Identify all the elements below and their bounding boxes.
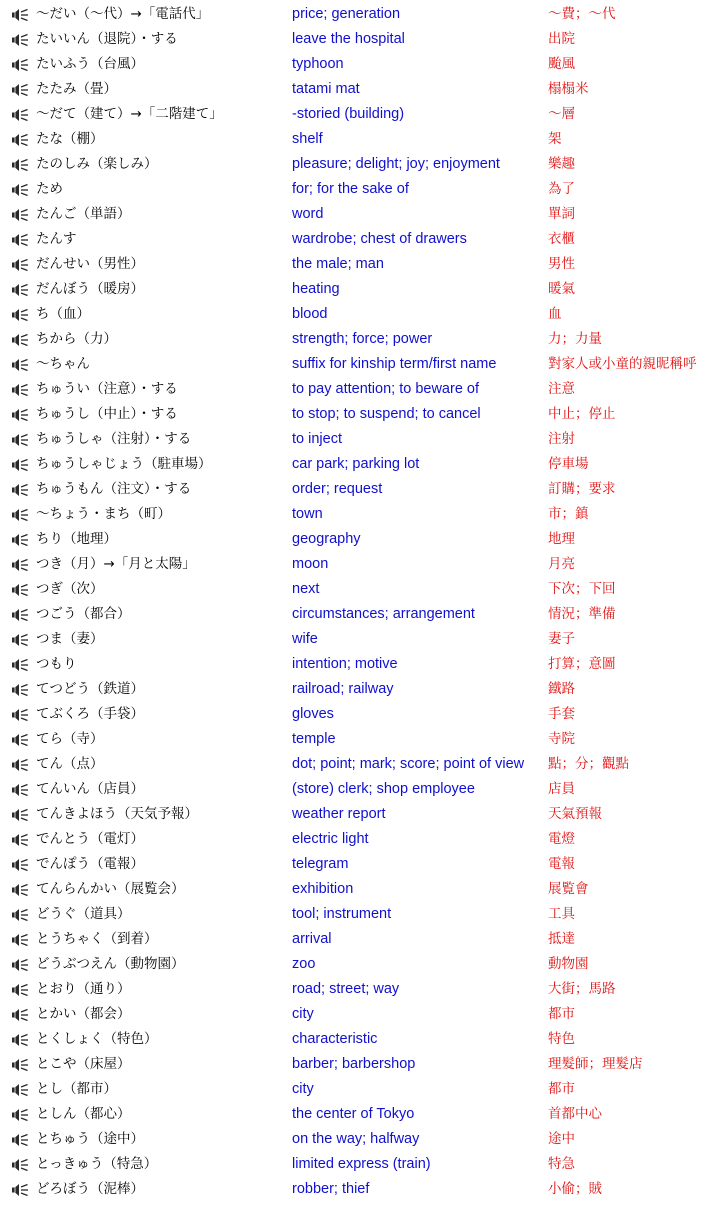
japanese-term: とかい（都会）	[36, 1006, 131, 1022]
vocab-row	[0, 177, 720, 202]
vocab-row	[0, 702, 720, 727]
chinese-meaning: 理髮師；理髮店	[548, 1056, 643, 1072]
speaker-icon[interactable]	[11, 908, 29, 922]
chinese-meaning: 中止；停止	[548, 406, 616, 422]
english-meaning: price; generation	[292, 6, 401, 22]
speaker-icon[interactable]	[11, 233, 29, 247]
vocab-row	[0, 627, 720, 652]
vocab-row	[0, 1102, 720, 1127]
japanese-term: ちゅうい（注意）・する	[36, 381, 178, 397]
chinese-meaning: 架	[548, 131, 562, 147]
vocab-row	[0, 1177, 720, 1202]
chinese-meaning: 點；分；觀點	[548, 756, 629, 772]
chinese-meaning: 停車場	[548, 456, 589, 472]
vocab-list	[0, 2, 720, 1202]
speaker-icon[interactable]	[11, 58, 29, 72]
vocab-row	[0, 402, 720, 427]
english-meaning: gloves	[292, 706, 334, 722]
japanese-term: とおり（通り）	[36, 981, 131, 997]
vocab-row	[0, 102, 720, 127]
speaker-icon[interactable]	[11, 383, 29, 397]
speaker-icon[interactable]	[11, 1108, 29, 1122]
chinese-meaning: 妻子	[548, 631, 575, 647]
speaker-icon[interactable]	[11, 458, 29, 472]
english-meaning: the male; man	[292, 256, 384, 272]
speaker-icon[interactable]	[11, 708, 29, 722]
chinese-meaning: 男性	[548, 256, 575, 272]
japanese-term: たな（棚）	[36, 131, 104, 147]
speaker-icon[interactable]	[11, 858, 29, 872]
vocab-row	[0, 477, 720, 502]
chinese-meaning: 動物園	[548, 956, 589, 972]
japanese-term: つもり	[36, 656, 77, 672]
vocab-row	[0, 777, 720, 802]
english-meaning: robber; thief	[292, 1181, 370, 1197]
speaker-icon[interactable]	[11, 308, 29, 322]
japanese-term: たたみ（畳）	[36, 81, 117, 97]
chinese-meaning: 天氣預報	[548, 806, 602, 822]
vocab-row	[0, 77, 720, 102]
vocab-row	[0, 752, 720, 777]
english-meaning: road; street; way	[292, 981, 400, 997]
chinese-meaning: 衣櫃	[548, 231, 575, 247]
vocab-row	[0, 802, 720, 827]
japanese-term: てんらんかい（展覧会）	[36, 881, 185, 897]
vocab-row	[0, 327, 720, 352]
english-meaning: barber; barbershop	[292, 1056, 416, 1072]
english-meaning: typhoon	[292, 56, 344, 72]
japanese-term: つき（月）→「月と太陽」	[36, 556, 196, 572]
chinese-meaning: 大街；馬路	[548, 981, 616, 997]
speaker-icon[interactable]	[11, 1083, 29, 1097]
speaker-icon[interactable]	[11, 258, 29, 272]
japanese-term: でんとう（電灯）	[36, 831, 144, 847]
japanese-term: どうぐ（道具）	[36, 906, 131, 922]
japanese-term: ち（血）	[36, 306, 90, 322]
japanese-term: てんきよほう（天気予報）	[36, 806, 198, 822]
english-meaning: to inject	[292, 431, 342, 447]
japanese-term: たいふう（台風）	[36, 56, 144, 72]
english-meaning: dot; point; mark; score; point of view	[292, 756, 525, 772]
chinese-meaning: 電燈	[548, 831, 575, 847]
japanese-term: つごう（都合）	[36, 606, 131, 622]
chinese-meaning: 電報	[548, 856, 575, 872]
english-meaning: weather report	[292, 806, 386, 822]
english-meaning: moon	[292, 556, 329, 572]
japanese-term: でんぽう（電報）	[36, 856, 144, 872]
vocab-row	[0, 227, 720, 252]
chinese-meaning: 注意	[548, 381, 575, 397]
speaker-icon[interactable]	[11, 608, 29, 622]
japanese-term: とちゅう（途中）	[36, 1131, 144, 1147]
vocab-row	[0, 1077, 720, 1102]
vocab-row	[0, 527, 720, 552]
japanese-term: つぎ（次）	[36, 581, 104, 597]
chinese-meaning: 展覧會	[548, 881, 589, 897]
english-meaning: geography	[292, 531, 361, 547]
speaker-icon[interactable]	[11, 1183, 29, 1197]
japanese-term: とうちゃく（到着）	[36, 931, 158, 947]
speaker-icon[interactable]	[11, 1033, 29, 1047]
english-meaning: wardrobe; chest of drawers	[292, 231, 467, 247]
english-meaning: city	[292, 1006, 314, 1022]
speaker-icon[interactable]	[11, 183, 29, 197]
speaker-icon[interactable]	[11, 808, 29, 822]
english-meaning: arrival	[292, 931, 332, 947]
english-meaning: shelf	[292, 131, 323, 147]
japanese-term: だんせい（男性）	[36, 256, 144, 272]
english-meaning: (store) clerk; shop employee	[292, 781, 475, 797]
japanese-term: ～ちゃん	[36, 356, 90, 372]
english-meaning: the center of Tokyo	[292, 1106, 415, 1122]
speaker-icon[interactable]	[11, 583, 29, 597]
english-meaning: railroad; railway	[292, 681, 394, 697]
chinese-meaning: 特急	[548, 1156, 575, 1172]
chinese-meaning: 打算；意圖	[548, 656, 616, 672]
japanese-term: ～だて（建て）→「二階建て」	[36, 106, 223, 122]
speaker-icon[interactable]	[11, 883, 29, 897]
japanese-term: てんいん（店員）	[36, 781, 144, 797]
chinese-meaning: 途中	[548, 1131, 575, 1147]
japanese-term: てぶくろ（手袋）	[36, 706, 144, 722]
chinese-meaning: 店員	[548, 781, 575, 797]
speaker-icon[interactable]	[11, 433, 29, 447]
vocab-row	[0, 1152, 720, 1177]
vocab-row	[0, 127, 720, 152]
japanese-term: ちり（地理）	[36, 531, 117, 547]
vocab-row	[0, 1052, 720, 1077]
speaker-icon[interactable]	[11, 1008, 29, 1022]
english-meaning: heating	[292, 281, 340, 297]
japanese-term: ちゅうしゃ（注射）・する	[36, 431, 192, 447]
chinese-meaning: 月亮	[548, 556, 575, 572]
speaker-icon[interactable]	[11, 408, 29, 422]
speaker-icon[interactable]	[11, 783, 29, 797]
speaker-icon[interactable]	[11, 983, 29, 997]
vocab-row	[0, 1027, 720, 1052]
japanese-term: たいいん（退院）・する	[36, 31, 178, 47]
english-meaning: blood	[292, 306, 328, 322]
chinese-meaning: 市；鎮	[548, 506, 589, 522]
japanese-term: とし（都市）	[36, 1081, 117, 1097]
speaker-icon[interactable]	[11, 283, 29, 297]
speaker-icon[interactable]	[11, 1158, 29, 1172]
chinese-meaning: 情況；準備	[548, 606, 616, 622]
english-meaning: tool; instrument	[292, 906, 392, 922]
chinese-meaning: 對家人或小童的親昵稱呼	[548, 356, 697, 372]
vocab-row	[0, 352, 720, 377]
japanese-term: つま（妻）	[36, 631, 104, 647]
english-meaning: for; for the sake of	[292, 181, 409, 197]
vocab-row	[0, 577, 720, 602]
vocab-row	[0, 27, 720, 52]
vocab-row	[0, 427, 720, 452]
speaker-icon[interactable]	[11, 558, 29, 572]
english-meaning: circumstances; arrangement	[292, 606, 475, 622]
vocab-row	[0, 502, 720, 527]
speaker-icon[interactable]	[11, 958, 29, 972]
speaker-icon[interactable]	[11, 333, 29, 347]
speaker-icon[interactable]	[11, 483, 29, 497]
vocab-row	[0, 202, 720, 227]
english-meaning: temple	[292, 731, 336, 747]
chinese-meaning: 下次；下回	[548, 581, 616, 597]
chinese-meaning: 颱風	[548, 56, 575, 72]
chinese-meaning: 暖氣	[548, 281, 575, 297]
vocab-row	[0, 827, 720, 852]
japanese-term: ちゅうし（中止）・する	[36, 406, 178, 422]
japanese-term: ため	[36, 181, 63, 197]
english-meaning: town	[292, 506, 323, 522]
vocab-row	[0, 877, 720, 902]
speaker-icon[interactable]	[11, 633, 29, 647]
vocab-row	[0, 552, 720, 577]
english-meaning: electric light	[292, 831, 369, 847]
english-meaning: limited express (train)	[292, 1156, 431, 1172]
chinese-meaning: 榻榻米	[548, 81, 589, 97]
japanese-term: たんす	[36, 231, 77, 247]
chinese-meaning: 血	[548, 306, 562, 322]
chinese-meaning: 單詞	[548, 206, 575, 222]
chinese-meaning: 地理	[548, 531, 575, 547]
japanese-term: とっきゅう（特急）	[36, 1156, 158, 1172]
speaker-icon[interactable]	[11, 683, 29, 697]
chinese-meaning: 樂趣	[548, 156, 575, 172]
vocab-row	[0, 977, 720, 1002]
english-meaning: intention; motive	[292, 656, 398, 672]
speaker-icon[interactable]	[11, 358, 29, 372]
speaker-icon[interactable]	[11, 658, 29, 672]
english-meaning: next	[292, 581, 320, 597]
english-meaning: order; request	[292, 481, 383, 497]
speaker-icon[interactable]	[11, 108, 29, 122]
chinese-meaning: 寺院	[548, 731, 575, 747]
chinese-meaning: 鐵路	[548, 681, 575, 697]
english-meaning: telegram	[292, 856, 349, 872]
english-meaning: characteristic	[292, 1031, 378, 1047]
vocab-row	[0, 927, 720, 952]
english-meaning: strength; force; power	[292, 331, 433, 347]
speaker-icon[interactable]	[11, 758, 29, 772]
vocab-row	[0, 277, 720, 302]
chinese-meaning: 抵達	[548, 931, 575, 947]
english-meaning: pleasure; delight; joy; enjoyment	[292, 156, 500, 172]
japanese-term: ちゅうしゃじょう（駐車場）	[36, 456, 212, 472]
vocab-row	[0, 252, 720, 277]
english-meaning: leave the hospital	[292, 31, 405, 47]
speaker-icon[interactable]	[11, 1058, 29, 1072]
chinese-meaning: 注射	[548, 431, 575, 447]
japanese-term: てん（点）	[36, 756, 104, 772]
english-meaning: city	[292, 1081, 314, 1097]
speaker-icon[interactable]	[11, 133, 29, 147]
japanese-term: てつどう（鉄道）	[36, 681, 144, 697]
speaker-icon[interactable]	[11, 833, 29, 847]
japanese-term: たんご（単語）	[36, 206, 131, 222]
japanese-term: ～だい（～代）→「電話代」	[36, 6, 210, 22]
japanese-term: だんぼう（暖房）	[36, 281, 144, 297]
japanese-term: どろぼう（泥棒）	[36, 1181, 144, 1197]
speaker-icon[interactable]	[11, 733, 29, 747]
chinese-meaning: 出院	[548, 31, 575, 47]
vocab-row	[0, 952, 720, 977]
speaker-icon[interactable]	[11, 8, 29, 22]
chinese-meaning: 都市	[548, 1081, 575, 1097]
english-meaning: word	[292, 206, 324, 222]
japanese-term: てら（寺）	[36, 731, 104, 747]
chinese-meaning: 工具	[548, 906, 575, 922]
vocab-row	[0, 377, 720, 402]
speaker-icon[interactable]	[11, 158, 29, 172]
vocab-row	[0, 652, 720, 677]
english-meaning: tatami mat	[292, 81, 360, 97]
chinese-meaning: 為了	[548, 181, 575, 197]
speaker-icon[interactable]	[11, 83, 29, 97]
english-meaning: to pay attention; to beware of	[292, 381, 480, 397]
vocab-row	[0, 902, 720, 927]
vocab-row	[0, 152, 720, 177]
japanese-term: としん（都心）	[36, 1106, 131, 1122]
japanese-term: とこや（床屋）	[36, 1056, 131, 1072]
vocab-row	[0, 677, 720, 702]
english-meaning: to stop; to suspend; to cancel	[292, 406, 481, 422]
english-meaning: car park; parking lot	[292, 456, 420, 472]
speaker-icon[interactable]	[11, 533, 29, 547]
vocab-row	[0, 852, 720, 877]
vocab-row	[0, 602, 720, 627]
vocab-row	[0, 727, 720, 752]
japanese-term: ちから（力）	[36, 331, 117, 347]
english-meaning: wife	[292, 631, 318, 647]
english-meaning: suffix for kinship term/first name	[292, 356, 497, 372]
chinese-meaning: 力；力量	[548, 331, 602, 347]
speaker-icon[interactable]	[11, 208, 29, 222]
japanese-term: たのしみ（楽しみ）	[36, 156, 158, 172]
chinese-meaning: 首都中心	[548, 1106, 602, 1122]
speaker-icon[interactable]	[11, 508, 29, 522]
chinese-meaning: 小偷；賊	[548, 1181, 602, 1197]
speaker-icon[interactable]	[11, 33, 29, 47]
chinese-meaning: 手套	[548, 706, 575, 722]
chinese-meaning: 特色	[548, 1031, 575, 1047]
english-meaning: on the way; halfway	[292, 1131, 420, 1147]
japanese-term: ～ちょう・まち（町）	[36, 506, 171, 522]
speaker-icon[interactable]	[11, 933, 29, 947]
english-meaning: exhibition	[292, 881, 354, 897]
vocab-row	[0, 1002, 720, 1027]
chinese-meaning: 訂購；要求	[548, 481, 616, 497]
english-meaning: -storied (building)	[292, 106, 405, 122]
speaker-icon[interactable]	[11, 1133, 29, 1147]
chinese-meaning: ～層	[548, 106, 575, 122]
english-meaning: zoo	[292, 956, 316, 972]
chinese-meaning: 都市	[548, 1006, 575, 1022]
japanese-term: どうぶつえん（動物園）	[36, 956, 185, 972]
vocab-row	[0, 52, 720, 77]
japanese-term: とくしょく（特色）	[36, 1031, 158, 1047]
vocab-row	[0, 302, 720, 327]
vocab-row	[0, 452, 720, 477]
vocab-row	[0, 1127, 720, 1152]
vocab-row	[0, 2, 720, 27]
japanese-term: ちゅうもん（注文）・する	[36, 481, 192, 497]
chinese-meaning: ～費；～代	[548, 6, 616, 22]
